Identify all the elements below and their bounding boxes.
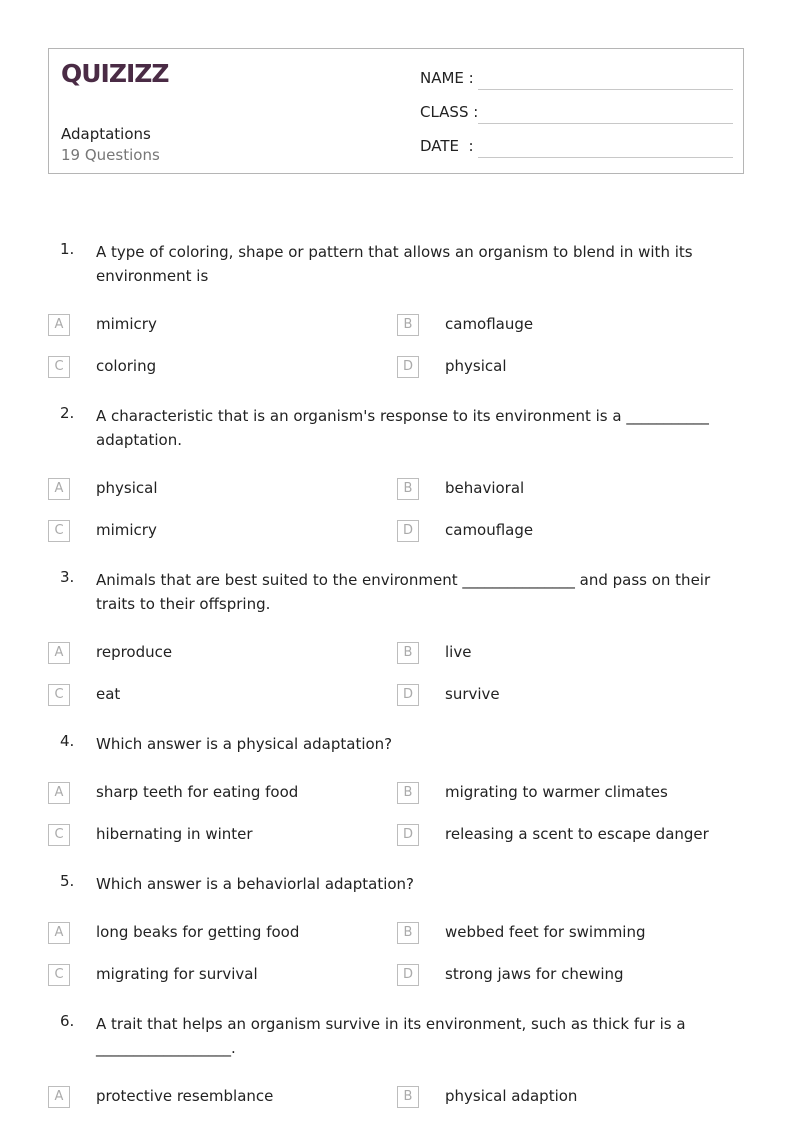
question-text: A type of coloring, shape or pattern that allows an organism to blend in with its environment is xyxy=(96,243,693,285)
option-text: sharp teeth for eating food xyxy=(96,783,299,801)
option-text: physical adaption xyxy=(445,1087,578,1105)
option-text: behavioral xyxy=(445,479,525,497)
option-letter-box[interactable]: C xyxy=(48,684,70,706)
class-line[interactable] xyxy=(478,123,733,124)
option-letter-box[interactable]: D xyxy=(397,964,419,986)
option-letter-box[interactable]: A xyxy=(48,314,70,336)
option-text: mimicry xyxy=(96,315,157,333)
option-letter-box[interactable]: A xyxy=(48,782,70,804)
option-letter-box[interactable]: D xyxy=(397,520,419,542)
question-number: 2. xyxy=(60,404,75,422)
option-letter-box[interactable]: C xyxy=(48,824,70,846)
question-text: A trait that helps an organism survive in its environment, such as thick fur is a __________________. xyxy=(96,1015,686,1057)
option-text: coloring xyxy=(96,357,157,375)
option-text: physical xyxy=(445,357,507,375)
question-text: Which answer is a behaviorlal adaptation? xyxy=(96,875,415,893)
option-text: eat xyxy=(96,685,121,703)
question-count: 19 Questions xyxy=(61,146,160,164)
question-number: 6. xyxy=(60,1012,75,1030)
option-text: camouflage xyxy=(445,521,534,539)
question-text: A characteristic that is an organism's response to its environment is a ___________ adaptation. xyxy=(96,407,709,449)
worksheet-title: Adaptations xyxy=(61,125,151,143)
option-letter-box[interactable]: D xyxy=(397,684,419,706)
option-text: reproduce xyxy=(96,643,173,661)
option-letter-box[interactable]: A xyxy=(48,922,70,944)
option-text: migrating to warmer climates xyxy=(445,783,668,801)
option-text: migrating for survival xyxy=(96,965,258,983)
option-letter-box[interactable]: A xyxy=(48,642,70,664)
worksheet-header xyxy=(48,48,744,174)
question-number: 4. xyxy=(60,732,75,750)
date-line[interactable] xyxy=(478,157,733,158)
option-letter-box[interactable]: D xyxy=(397,356,419,378)
option-text: webbed feet for swimming xyxy=(445,923,646,941)
option-text: physical xyxy=(96,479,158,497)
name-label: NAME : xyxy=(420,69,474,87)
option-letter-box[interactable]: B xyxy=(397,642,419,664)
option-text: long beaks for getting food xyxy=(96,923,300,941)
question-text: Which answer is a physical adaptation? xyxy=(96,735,393,753)
option-letter-box[interactable]: A xyxy=(48,1086,70,1108)
option-letter-box[interactable]: C xyxy=(48,964,70,986)
question-number: 1. xyxy=(60,240,75,258)
date-label: DATE : xyxy=(420,137,474,155)
option-letter-box[interactable]: D xyxy=(397,824,419,846)
option-letter-box[interactable]: B xyxy=(397,478,419,500)
question-text: Animals that are best suited to the environment _______________ and pass on their traits to their offspring. xyxy=(96,571,711,613)
quizizz-logo: QUIZIZZ xyxy=(61,59,169,88)
option-letter-box[interactable]: B xyxy=(397,314,419,336)
option-text: mimicry xyxy=(96,521,157,539)
option-letter-box[interactable]: A xyxy=(48,478,70,500)
class-label: CLASS : xyxy=(420,103,479,121)
option-text: protective resemblance xyxy=(96,1087,274,1105)
question-number: 3. xyxy=(60,568,75,586)
option-text: hibernating in winter xyxy=(96,825,253,843)
option-letter-box[interactable]: B xyxy=(397,922,419,944)
option-letter-box[interactable]: B xyxy=(397,1086,419,1108)
option-letter-box[interactable]: C xyxy=(48,520,70,542)
option-letter-box[interactable]: B xyxy=(397,782,419,804)
option-text: camoflauge xyxy=(445,315,534,333)
option-letter-box[interactable]: C xyxy=(48,356,70,378)
option-text: strong jaws for chewing xyxy=(445,965,624,983)
option-text: releasing a scent to escape danger xyxy=(445,825,709,843)
option-text: live xyxy=(445,643,472,661)
option-text: survive xyxy=(445,685,500,703)
question-number: 5. xyxy=(60,872,75,890)
name-line[interactable] xyxy=(478,89,733,90)
